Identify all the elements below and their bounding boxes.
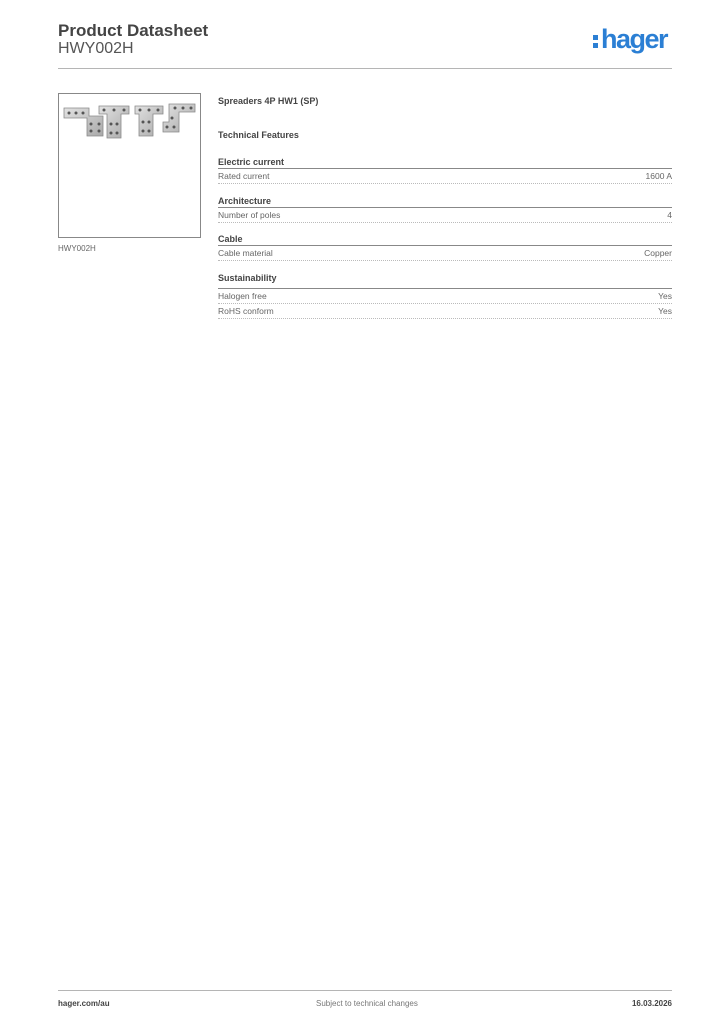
logo-dot-bottom-icon xyxy=(593,43,598,48)
spec-value: Copper xyxy=(644,248,672,258)
spreader-plate-1 xyxy=(64,108,103,136)
product-code: HWY002H xyxy=(58,40,134,57)
hager-logo xyxy=(593,24,675,55)
spec-value: Yes xyxy=(658,291,672,301)
logo-dot-top-icon xyxy=(593,35,598,40)
spreader-plate-3 xyxy=(135,106,163,136)
footer-date: 16.03.2026 xyxy=(631,999,672,1008)
section-title-cable: Cable xyxy=(218,234,243,244)
document-title: Product Datasheet xyxy=(58,21,209,40)
product-name: Spreaders 4P HW1 (SP) xyxy=(218,96,319,106)
logo-text: hager xyxy=(601,24,668,54)
product-image-frame xyxy=(58,93,201,238)
product-image xyxy=(59,94,200,237)
section-title-electric-current: Electric current xyxy=(218,157,285,167)
spec-row-number-of-poles xyxy=(218,208,672,223)
spec-value: Yes xyxy=(658,306,672,316)
spec-row-halogen-free xyxy=(218,289,672,304)
spreader-plate-2 xyxy=(99,106,129,138)
technical-features-heading: Technical Features xyxy=(218,130,299,140)
spec-row-rohs-conform xyxy=(218,304,672,319)
spec-label: Rated current xyxy=(218,171,270,181)
spec-value: 1600 A xyxy=(645,171,672,181)
footer-website-link[interactable]: hager.com/au xyxy=(58,999,110,1008)
spec-label: Cable material xyxy=(218,248,273,258)
section-title-sustainability: Sustainability xyxy=(218,273,277,283)
spec-label: Number of poles xyxy=(218,210,281,220)
spec-label: RoHS conform xyxy=(218,306,274,316)
spreader-plate-4 xyxy=(163,104,195,132)
footer-notice: Subject to technical changes xyxy=(316,999,418,1008)
section-title-architecture: Architecture xyxy=(218,196,272,206)
spec-row-cable-material xyxy=(218,246,672,261)
footer-divider xyxy=(58,990,672,991)
image-caption: HWY002H xyxy=(58,244,96,253)
spec-label: Halogen free xyxy=(218,291,267,301)
spec-value: 4 xyxy=(667,210,672,220)
header-divider xyxy=(58,68,672,69)
spec-row-rated-current xyxy=(218,169,672,184)
